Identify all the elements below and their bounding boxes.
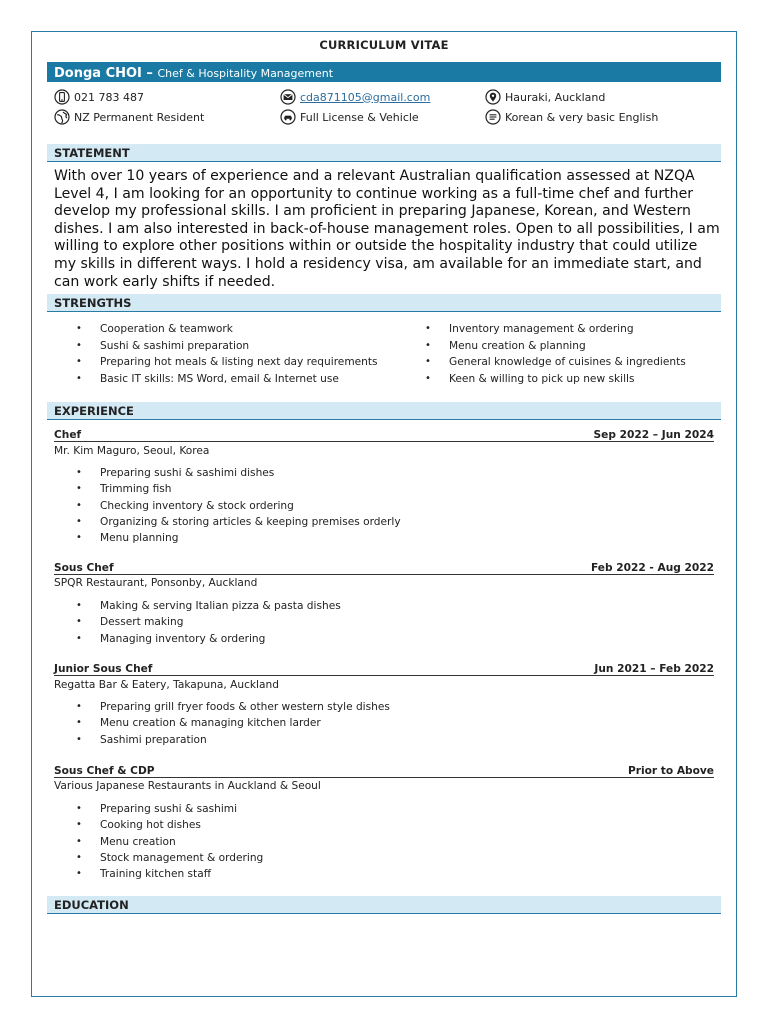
- list-item: • Cooking hot dishes: [100, 817, 263, 833]
- map-pin-icon: [485, 89, 501, 105]
- list-item: • Stock management & ordering: [100, 850, 263, 866]
- phone-number: 021 783 487: [74, 90, 144, 104]
- job-title: Sous Chef & CDP: [54, 765, 155, 777]
- job-dates: Prior to Above: [628, 765, 714, 777]
- job-heading: [54, 765, 714, 778]
- list-item: • Organizing & storing articles & keeping premises orderly: [100, 514, 401, 530]
- document-title: CURRICULUM VITAE: [319, 38, 449, 52]
- job-title: Sous Chef: [54, 562, 114, 574]
- list-item: • Sushi & sashimi preparation: [100, 338, 378, 355]
- license-text: Full License & Vehicle: [300, 110, 419, 124]
- section-header-education: EDUCATION: [47, 896, 721, 914]
- job-dates: Jun 2021 – Feb 2022: [594, 663, 714, 675]
- list-item: • Trimming fish: [100, 481, 401, 497]
- location-text: Hauraki, Auckland: [505, 90, 606, 104]
- list-item: • Keen & willing to pick up new skills: [449, 371, 686, 388]
- email-link[interactable]: cda871105@gmail.com: [300, 90, 431, 104]
- strengths-list-left: [100, 321, 378, 387]
- candidate-role: Chef & Hospitality Management: [157, 67, 334, 80]
- job-dates: Feb 2022 - Aug 2022: [590, 562, 714, 574]
- car-icon: [280, 109, 296, 125]
- job-dates: Sep 2022 – Jun 2024: [593, 429, 714, 441]
- list-item: • Sashimi preparation: [100, 732, 390, 748]
- statement-text: With over 10 years of experience and a relevant Australian qualification assessed at NZQA Level 4, I am looking for an opportunity to continue working as a full-time chef and further develop my professional skills. I am proficient in preparing Japanese, Korean, and Western dishes. I am also interested in back-of-house management roles. Open to all possibilities, I am willing to explore other positions within or outside the hospitality industry that could utilize my skills in different ways. I hold a residency visa, am available for an immediate start, and can work early shifts if needed.: [54, 168, 720, 290]
- phone-icon: [54, 89, 70, 105]
- contact-phone: [54, 89, 144, 105]
- list-item: • Preparing hot meals & listing next day requirements: [100, 354, 378, 371]
- list-item: • Preparing sushi & sashimi: [100, 801, 263, 817]
- job-employer: SPQR Restaurant, Ponsonby, Auckland: [54, 577, 258, 589]
- section-header-strengths: STRENGTHS: [47, 294, 721, 312]
- job-duties: [100, 598, 341, 647]
- speech-bubble-icon: [485, 109, 501, 125]
- job-heading: [54, 663, 714, 676]
- job-heading: [54, 562, 714, 575]
- list-item: • General knowledge of cuisines & ingredients: [449, 354, 686, 371]
- list-item: • Cooperation & teamwork: [100, 321, 378, 338]
- contact-license: [280, 109, 419, 125]
- list-item: • Menu creation & managing kitchen larder: [100, 715, 390, 731]
- list-item: • Dessert making: [100, 614, 341, 630]
- globe-icon: [54, 109, 70, 125]
- job-title: Junior Sous Chef: [54, 663, 153, 675]
- contact-languages: [485, 109, 658, 125]
- section-header-statement: STATEMENT: [47, 144, 721, 162]
- candidate-name: Donga CHOI –: [54, 66, 158, 81]
- residency-status: NZ Permanent Resident: [74, 110, 205, 124]
- list-item: • Preparing grill fryer foods & other western style dishes: [100, 699, 390, 715]
- list-item: • Menu creation: [100, 834, 263, 850]
- languages-text: Korean & very basic English: [505, 110, 659, 124]
- list-item: • Menu creation & planning: [449, 338, 686, 355]
- job-duties: [100, 699, 390, 748]
- contact-residency: [54, 109, 204, 125]
- list-item: • Training kitchen staff: [100, 866, 263, 882]
- list-item: • Checking inventory & stock ordering: [100, 498, 401, 514]
- name-banner: [47, 62, 721, 82]
- job-title: Chef: [54, 429, 82, 441]
- job-employer: Mr. Kim Maguro, Seoul, Korea: [54, 445, 210, 457]
- list-item: • Preparing sushi & sashimi dishes: [100, 465, 401, 481]
- mail-icon: [280, 89, 296, 105]
- list-item: • Managing inventory & ordering: [100, 631, 341, 647]
- job-heading: [54, 429, 714, 442]
- list-item: • Inventory management & ordering: [449, 321, 686, 338]
- list-item: • Basic IT skills: MS Word, email & Internet use: [100, 371, 378, 388]
- job-employer: Various Japanese Restaurants in Auckland & Seoul: [54, 780, 321, 792]
- list-item: • Making & serving Italian pizza & pasta dishes: [100, 598, 341, 614]
- section-header-experience: EXPERIENCE: [47, 402, 721, 420]
- contact-email: [280, 89, 430, 105]
- job-duties: [100, 801, 263, 882]
- contact-location: [485, 89, 605, 105]
- job-employer: Regatta Bar & Eatery, Takapuna, Auckland: [54, 679, 279, 691]
- list-item: • Menu planning: [100, 530, 401, 546]
- strengths-list-right: [449, 321, 686, 387]
- job-duties: [100, 465, 401, 546]
